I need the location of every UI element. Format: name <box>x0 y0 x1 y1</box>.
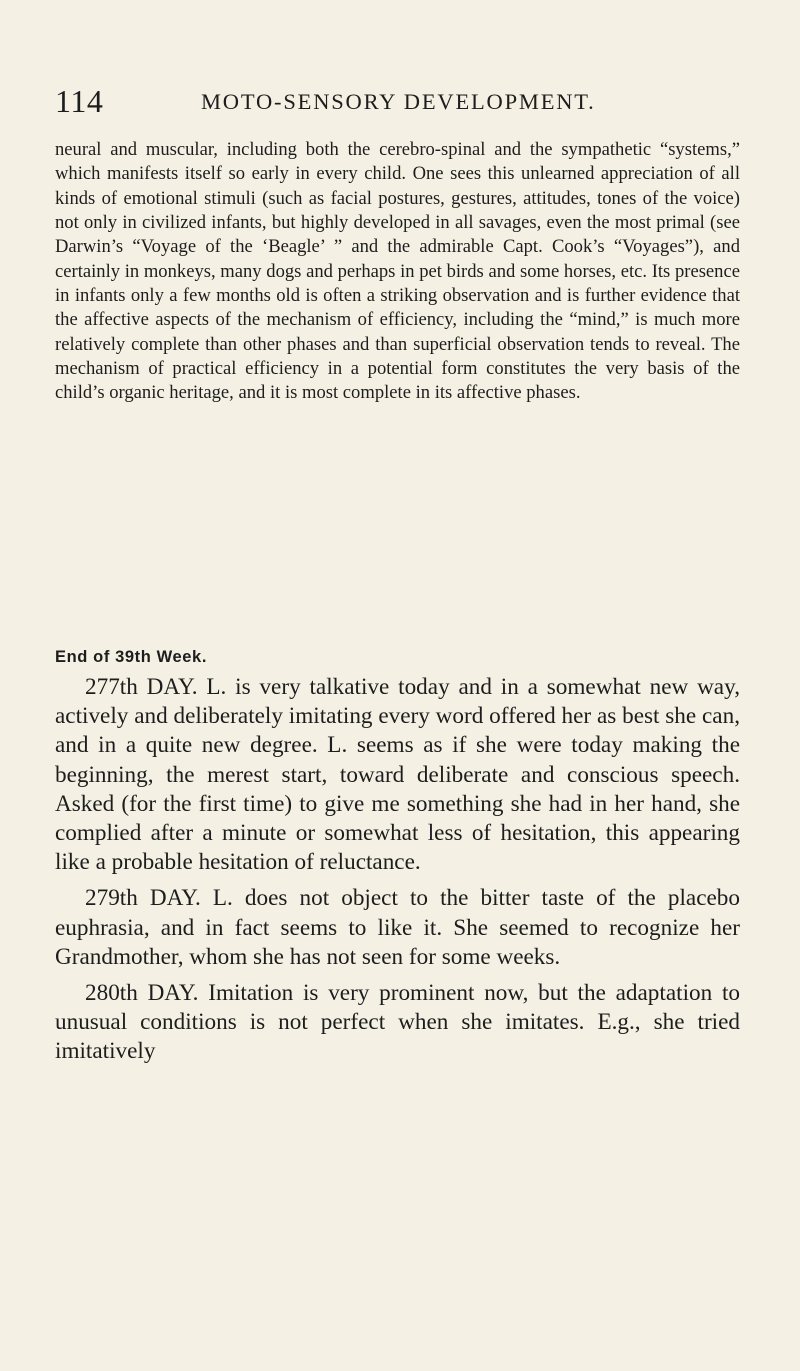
running-head <box>55 84 740 118</box>
continued-paragraph <box>55 138 740 406</box>
paragraph-continued-text: neural and muscular, including both the cerebro-spinal and the sympathetic “systems,” which manifests itself so early in every child. One sees this unlearned appreciation of all kinds of emotional stimuli (such as facial postures, gestures, attitudes, tones of the voice) not only in civilized infants, but highly developed in all savages, even the most primal (see Darwin’s “Voyage of the ‘Beagle’ ” and the admirable Capt. Cook’s “Voyages”), and certainly in monkeys, many dogs and perhaps in pet birds and some horses, etc. Its presence in infants only a few months old is often a striking observation and is further evidence that the affective aspects of the mechanism of efficiency, including the “mind,” is much more relatively complete than other phases and than superficial observation tends to reveal. The mechanism of practical efficiency in a potential form constitutes the very basis of the child’s organic heritage, and it is most complete in its affective phases. <box>55 139 740 404</box>
diary-entry-279th-day: 279th DAY. L. does not object to the bitter taste of the placebo euphrasia, and in fact seems to like it. She seemed to recognize her Grandmother, whom she has not seen for some weeks. <box>55 885 740 970</box>
page-number: 114 <box>55 83 104 119</box>
week-heading: End of 39th Week. <box>55 648 208 666</box>
diary-entries <box>55 673 740 1067</box>
running-title: MOTO-SENSORY DEVELOPMENT. <box>201 89 596 114</box>
diary-entry-280th-day: 280th DAY. Imitation is very prominent now, but the adaptation to unusual conditions is not perfect when she imitates. E.g., she tried imitatively <box>55 980 740 1065</box>
diary-entry-277th-day: 277th DAY. L. is very talkative today and in a somewhat new way, actively and deliberately imitating every word offered her as best she can, and in a quite new degree. L. seems as if she were today making the beginning, the merest start, toward deliberate and conscious speech. Asked (for the first time) to give me something she had in her hand, she complied after a minute or somewhat less of hesitation, this appearing like a probable hesitation of reluctance. <box>55 674 740 876</box>
